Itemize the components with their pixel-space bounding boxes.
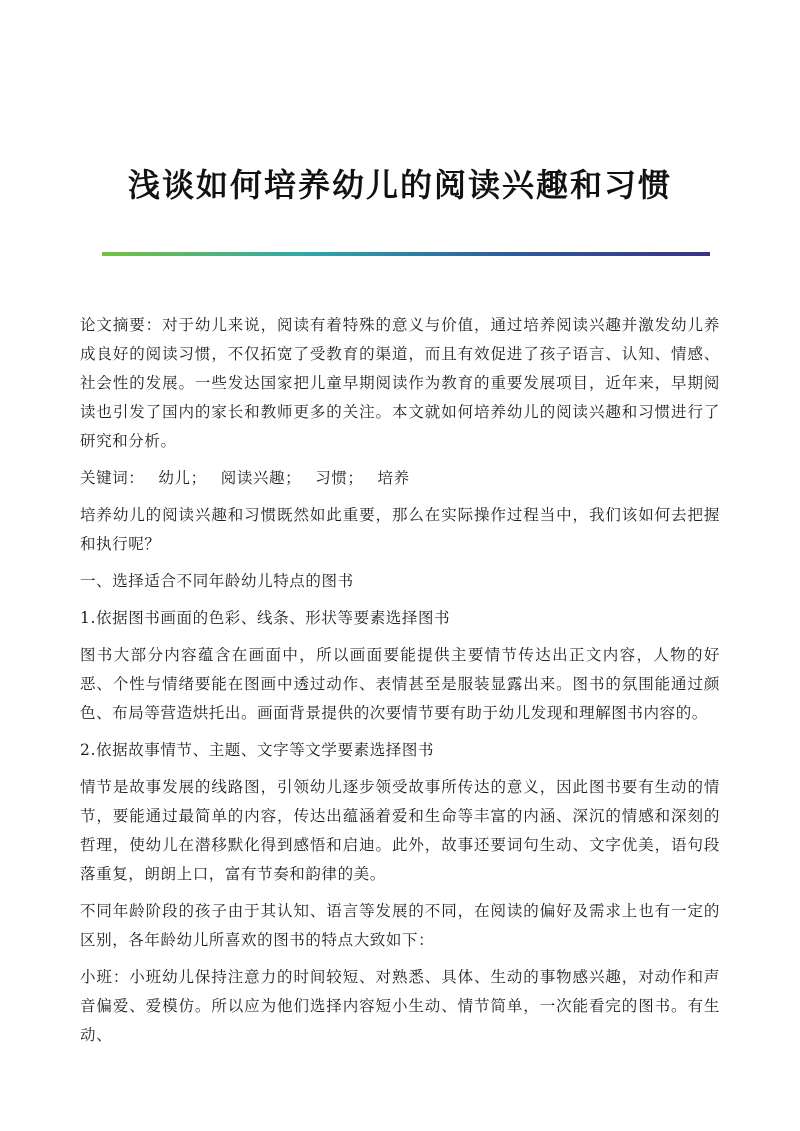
body-paragraph: 小班：小班幼儿保持注意力的时间较短、对熟悉、具体、生动的事物感兴趣，对动作和声音偏爱、爱模仿。所以应为他们选择内容短小生动、情节简单，一次能看完的图书。有生动、 <box>80 968 720 1044</box>
body-paragraph: 图书大部分内容蕴含在画面中，所以画面要能提供主要情节传达出正文内容，人物的好恶、个性与情绪要能在图画中透过动作、表情甚至是服装显露出来。图书的氛围能通过颜色、布局等营造烘托出。画面背景提供的次要情节要有助于幼儿发现和理解图书内容的。 <box>80 646 720 722</box>
body-paragraph: 不同年龄阶段的孩子由于其认知、语言等发展的不同，在阅读的偏好及需求上也有一定的区别，各年龄幼儿所喜欢的图书的特点大致如下： <box>80 902 720 949</box>
document-title: 浅谈如何培养幼儿的阅读兴趣和习惯 <box>127 166 672 204</box>
keyword-item: 幼儿； <box>158 469 207 487</box>
document-body <box>80 311 720 1058</box>
body-paragraph: 情节是故事发展的线路图，引领幼儿逐步领受故事所传达的意义，因此图书要有生动的情节，要能通过最简单的内容，传达出蕴涵着爱和生命等丰富的内涵、深沉的情感和深刻的哲理，使幼儿在潜移默化得到感悟和启迪。此外，故事还要词句生动、文字优美，语句段落重复，朗朗上口，富有节奏和韵律的美。 <box>80 778 720 883</box>
keyword-item: 习惯； <box>315 469 364 487</box>
subsection-heading: 2.依据故事情节、主题、文字等文学要素选择图书 <box>80 741 435 759</box>
intro-paragraph: 培养幼儿的阅读兴趣和习惯既然如此重要，那么在实际操作过程当中，我们该如何去把握和执行呢？ <box>80 506 720 553</box>
keyword-item: 阅读兴趣； <box>220 469 302 487</box>
subsection-heading: 1.依据图书画面的色彩、线条、形状等要素选择图书 <box>80 609 451 627</box>
abstract-paragraph: 论文摘要：对于幼儿来说，阅读有着特殊的意义与价值，通过培养阅读兴趣并激发幼儿养成良好的阅读习惯，不仅拓宽了受教育的渠道，而且有效促进了孩子语言、认知、情感、社会性的发展。一些发达国家把儿童早期阅读作为教育的重要发展项目，近年来，早期阅读也引发了国内的家长和教师更多的关注。本文就如何培养幼儿的阅读兴趣和习惯进行了研究和分析。 <box>80 316 720 450</box>
keyword-item: 培养 <box>377 469 410 487</box>
title-divider <box>102 252 710 256</box>
keywords-line <box>80 464 720 493</box>
section-heading: 一、选择适合不同年龄幼儿特点的图书 <box>80 572 354 590</box>
keywords-label: 关键词： <box>80 469 145 487</box>
